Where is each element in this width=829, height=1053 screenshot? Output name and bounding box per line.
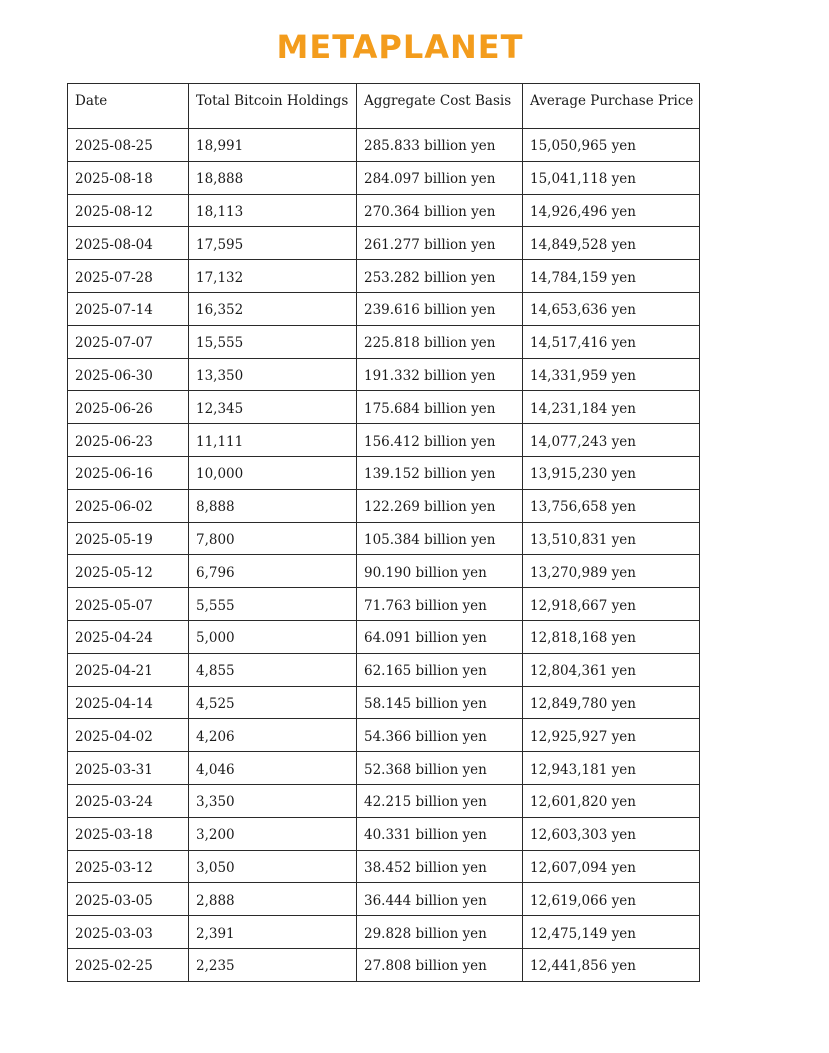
bitcoin-holdings-table bbox=[67, 83, 700, 982]
cell-average-purchase-price: 12,475,149 yen bbox=[523, 916, 700, 949]
cell-total-bitcoin-holdings: 15,555 bbox=[189, 325, 357, 358]
cell-date: 2025-06-02 bbox=[68, 489, 189, 522]
cell-average-purchase-price: 12,804,361 yen bbox=[523, 653, 700, 686]
cell-date: 2025-08-04 bbox=[68, 227, 189, 260]
cell-total-bitcoin-holdings: 7,800 bbox=[189, 522, 357, 555]
cell-average-purchase-price: 12,818,168 yen bbox=[523, 620, 700, 653]
table-row bbox=[68, 424, 700, 457]
cell-aggregate-cost-basis: 54.366 billion yen bbox=[357, 719, 523, 752]
table-row bbox=[68, 719, 700, 752]
header-total-bitcoin-holdings: Total Bitcoin Holdings bbox=[189, 84, 357, 129]
cell-date: 2025-05-07 bbox=[68, 588, 189, 621]
cell-total-bitcoin-holdings: 17,595 bbox=[189, 227, 357, 260]
cell-aggregate-cost-basis: 122.269 billion yen bbox=[357, 489, 523, 522]
cell-date: 2025-06-23 bbox=[68, 424, 189, 457]
cell-date: 2025-08-12 bbox=[68, 194, 189, 227]
cell-average-purchase-price: 12,607,094 yen bbox=[523, 850, 700, 883]
cell-date: 2025-06-26 bbox=[68, 391, 189, 424]
table-row bbox=[68, 850, 700, 883]
cell-total-bitcoin-holdings: 11,111 bbox=[189, 424, 357, 457]
cell-aggregate-cost-basis: 225.818 billion yen bbox=[357, 325, 523, 358]
cell-date: 2025-07-28 bbox=[68, 260, 189, 293]
cell-total-bitcoin-holdings: 6,796 bbox=[189, 555, 357, 588]
table-row bbox=[68, 325, 700, 358]
cell-average-purchase-price: 14,517,416 yen bbox=[523, 325, 700, 358]
cell-aggregate-cost-basis: 71.763 billion yen bbox=[357, 588, 523, 621]
cell-aggregate-cost-basis: 58.145 billion yen bbox=[357, 686, 523, 719]
cell-aggregate-cost-basis: 239.616 billion yen bbox=[357, 292, 523, 325]
table-row bbox=[68, 358, 700, 391]
cell-total-bitcoin-holdings: 18,113 bbox=[189, 194, 357, 227]
cell-date: 2025-04-02 bbox=[68, 719, 189, 752]
cell-total-bitcoin-holdings: 2,391 bbox=[189, 916, 357, 949]
cell-date: 2025-03-18 bbox=[68, 817, 189, 850]
cell-date: 2025-05-19 bbox=[68, 522, 189, 555]
cell-total-bitcoin-holdings: 3,050 bbox=[189, 850, 357, 883]
cell-aggregate-cost-basis: 42.215 billion yen bbox=[357, 784, 523, 817]
cell-date: 2025-03-24 bbox=[68, 784, 189, 817]
table-row bbox=[68, 817, 700, 850]
cell-total-bitcoin-holdings: 4,855 bbox=[189, 653, 357, 686]
table-row bbox=[68, 522, 700, 555]
cell-aggregate-cost-basis: 261.277 billion yen bbox=[357, 227, 523, 260]
cell-aggregate-cost-basis: 253.282 billion yen bbox=[357, 260, 523, 293]
cell-average-purchase-price: 14,077,243 yen bbox=[523, 424, 700, 457]
table-row bbox=[68, 194, 700, 227]
cell-total-bitcoin-holdings: 10,000 bbox=[189, 456, 357, 489]
cell-aggregate-cost-basis: 270.364 billion yen bbox=[357, 194, 523, 227]
cell-aggregate-cost-basis: 285.833 billion yen bbox=[357, 129, 523, 162]
cell-average-purchase-price: 14,849,528 yen bbox=[523, 227, 700, 260]
table-row bbox=[68, 948, 700, 981]
table-row bbox=[68, 489, 700, 522]
cell-total-bitcoin-holdings: 17,132 bbox=[189, 260, 357, 293]
cell-average-purchase-price: 12,441,856 yen bbox=[523, 948, 700, 981]
table-row bbox=[68, 883, 700, 916]
cell-average-purchase-price: 12,943,181 yen bbox=[523, 752, 700, 785]
cell-total-bitcoin-holdings: 2,235 bbox=[189, 948, 357, 981]
cell-average-purchase-price: 13,270,989 yen bbox=[523, 555, 700, 588]
cell-aggregate-cost-basis: 175.684 billion yen bbox=[357, 391, 523, 424]
cell-aggregate-cost-basis: 62.165 billion yen bbox=[357, 653, 523, 686]
cell-average-purchase-price: 14,331,959 yen bbox=[523, 358, 700, 391]
cell-total-bitcoin-holdings: 12,345 bbox=[189, 391, 357, 424]
cell-average-purchase-price: 14,926,496 yen bbox=[523, 194, 700, 227]
cell-aggregate-cost-basis: 36.444 billion yen bbox=[357, 883, 523, 916]
table-row bbox=[68, 391, 700, 424]
cell-date: 2025-06-16 bbox=[68, 456, 189, 489]
cell-aggregate-cost-basis: 40.331 billion yen bbox=[357, 817, 523, 850]
cell-total-bitcoin-holdings: 4,206 bbox=[189, 719, 357, 752]
cell-total-bitcoin-holdings: 4,046 bbox=[189, 752, 357, 785]
cell-total-bitcoin-holdings: 4,525 bbox=[189, 686, 357, 719]
table-row bbox=[68, 292, 700, 325]
table-row bbox=[68, 555, 700, 588]
cell-date: 2025-07-14 bbox=[68, 292, 189, 325]
cell-aggregate-cost-basis: 29.828 billion yen bbox=[357, 916, 523, 949]
table-row bbox=[68, 227, 700, 260]
cell-total-bitcoin-holdings: 13,350 bbox=[189, 358, 357, 391]
cell-total-bitcoin-holdings: 3,350 bbox=[189, 784, 357, 817]
cell-total-bitcoin-holdings: 18,888 bbox=[189, 161, 357, 194]
cell-date: 2025-03-05 bbox=[68, 883, 189, 916]
cell-average-purchase-price: 15,050,965 yen bbox=[523, 129, 700, 162]
table-row bbox=[68, 588, 700, 621]
cell-date: 2025-05-12 bbox=[68, 555, 189, 588]
cell-average-purchase-price: 14,653,636 yen bbox=[523, 292, 700, 325]
cell-average-purchase-price: 13,756,658 yen bbox=[523, 489, 700, 522]
cell-date: 2025-07-07 bbox=[68, 325, 189, 358]
cell-average-purchase-price: 15,041,118 yen bbox=[523, 161, 700, 194]
cell-total-bitcoin-holdings: 5,000 bbox=[189, 620, 357, 653]
cell-date: 2025-08-25 bbox=[68, 129, 189, 162]
table-row bbox=[68, 752, 700, 785]
header-aggregate-cost-basis: Aggregate Cost Basis bbox=[357, 84, 523, 129]
cell-total-bitcoin-holdings: 18,991 bbox=[189, 129, 357, 162]
cell-average-purchase-price: 12,603,303 yen bbox=[523, 817, 700, 850]
table-row bbox=[68, 620, 700, 653]
cell-aggregate-cost-basis: 52.368 billion yen bbox=[357, 752, 523, 785]
cell-average-purchase-price: 12,601,820 yen bbox=[523, 784, 700, 817]
cell-average-purchase-price: 12,918,667 yen bbox=[523, 588, 700, 621]
header-date: Date bbox=[68, 84, 189, 129]
cell-total-bitcoin-holdings: 5,555 bbox=[189, 588, 357, 621]
cell-aggregate-cost-basis: 191.332 billion yen bbox=[357, 358, 523, 391]
cell-average-purchase-price: 14,231,184 yen bbox=[523, 391, 700, 424]
cell-aggregate-cost-basis: 90.190 billion yen bbox=[357, 555, 523, 588]
cell-date: 2025-04-21 bbox=[68, 653, 189, 686]
table-row bbox=[68, 456, 700, 489]
logo-text: METAPLANET bbox=[276, 28, 524, 66]
cell-aggregate-cost-basis: 139.152 billion yen bbox=[357, 456, 523, 489]
table-row bbox=[68, 161, 700, 194]
cell-total-bitcoin-holdings: 16,352 bbox=[189, 292, 357, 325]
cell-average-purchase-price: 14,784,159 yen bbox=[523, 260, 700, 293]
table-row bbox=[68, 260, 700, 293]
cell-average-purchase-price: 13,510,831 yen bbox=[523, 522, 700, 555]
cell-average-purchase-price: 13,915,230 yen bbox=[523, 456, 700, 489]
cell-aggregate-cost-basis: 38.452 billion yen bbox=[357, 850, 523, 883]
cell-average-purchase-price: 12,849,780 yen bbox=[523, 686, 700, 719]
cell-date: 2025-03-12 bbox=[68, 850, 189, 883]
cell-aggregate-cost-basis: 64.091 billion yen bbox=[357, 620, 523, 653]
table-row bbox=[68, 129, 700, 162]
cell-total-bitcoin-holdings: 3,200 bbox=[189, 817, 357, 850]
cell-total-bitcoin-holdings: 8,888 bbox=[189, 489, 357, 522]
cell-aggregate-cost-basis: 105.384 billion yen bbox=[357, 522, 523, 555]
table-row bbox=[68, 686, 700, 719]
cell-date: 2025-02-25 bbox=[68, 948, 189, 981]
table-body bbox=[68, 129, 700, 982]
cell-aggregate-cost-basis: 284.097 billion yen bbox=[357, 161, 523, 194]
table-row bbox=[68, 653, 700, 686]
cell-average-purchase-price: 12,619,066 yen bbox=[523, 883, 700, 916]
table-row bbox=[68, 784, 700, 817]
cell-total-bitcoin-holdings: 2,888 bbox=[189, 883, 357, 916]
cell-date: 2025-06-30 bbox=[68, 358, 189, 391]
cell-aggregate-cost-basis: 156.412 billion yen bbox=[357, 424, 523, 457]
cell-date: 2025-03-03 bbox=[68, 916, 189, 949]
metaplanet-logo bbox=[0, 28, 800, 66]
cell-date: 2025-03-31 bbox=[68, 752, 189, 785]
cell-aggregate-cost-basis: 27.808 billion yen bbox=[357, 948, 523, 981]
cell-average-purchase-price: 12,925,927 yen bbox=[523, 719, 700, 752]
table-header-row bbox=[68, 84, 700, 129]
cell-date: 2025-08-18 bbox=[68, 161, 189, 194]
table-row bbox=[68, 916, 700, 949]
cell-date: 2025-04-24 bbox=[68, 620, 189, 653]
cell-date: 2025-04-14 bbox=[68, 686, 189, 719]
header-average-purchase-price: Average Purchase Price bbox=[523, 84, 700, 129]
